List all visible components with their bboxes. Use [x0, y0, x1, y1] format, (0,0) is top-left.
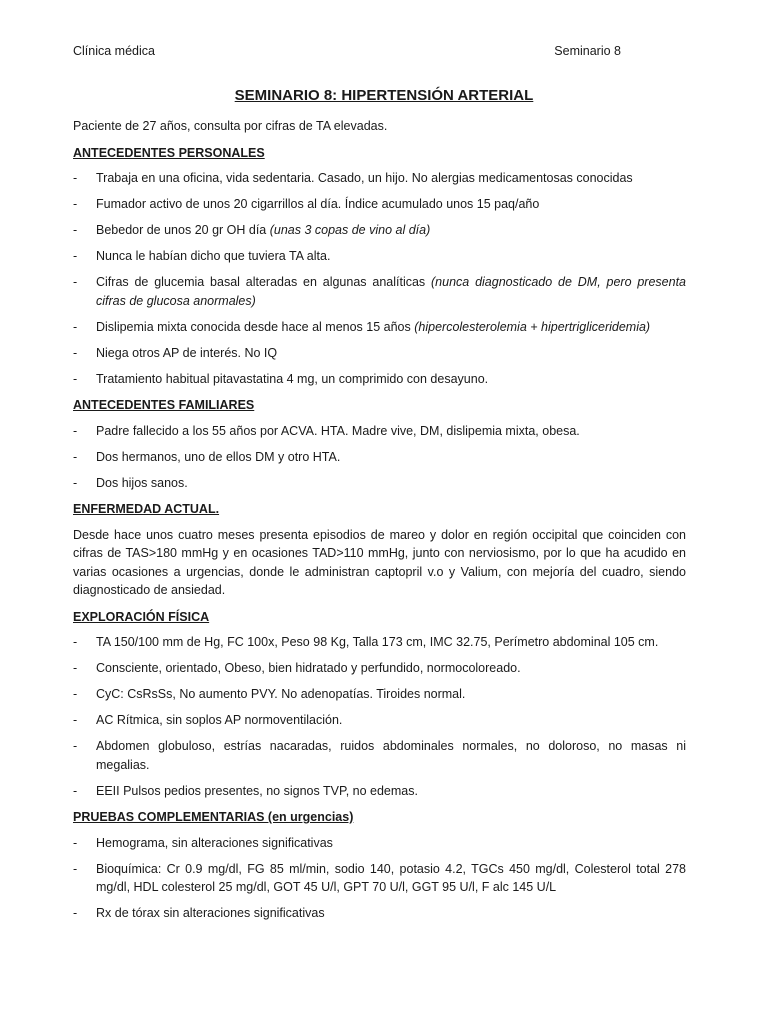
list-item: - Abdomen globuloso, estrías nacaradas, ruidos abdominales normales, no doloroso, no masas ni megalias.: [73, 739, 686, 772]
section-heading-familiares: ANTECEDENTES FAMILIARES: [73, 398, 255, 412]
page-header: [73, 44, 621, 58]
list-item: - EEII Pulsos pedios presentes, no signos TVP, no edemas.: [73, 783, 418, 798]
section-heading-pruebas: PRUEBAS COMPLEMENTARIAS (en urgencias): [73, 810, 354, 824]
list-item: - Fumador activo de unos 20 cigarrillos al día. Índice acumulado unos 15 paq/año: [73, 197, 540, 211]
list-item: - Dos hijos sanos.: [73, 475, 188, 490]
list-item: - Cifras de glucemia basal alteradas en algunas analíticas (nunca diagnosticado de DM, pero presenta cifras de glucosa anormales): [73, 275, 687, 308]
list-item: - Trabaja en una oficina, vida sedentaria. Casado, un hijo. No alergias medicamentosas conocidas: [73, 171, 633, 185]
list-item: - Rx de tórax sin alteraciones significativas: [73, 906, 325, 920]
header-right: Seminario 8: [554, 44, 621, 58]
list-item: - Tratamiento habitual pitavastatina 4 mg, un comprimido con desayuno.: [73, 371, 489, 386]
list-item: - Dislipemia mixta conocida desde hace al menos 15 años (hipercolesterolemia + hipertrigliceridemia): [73, 319, 651, 334]
list-familiares: [73, 422, 686, 493]
enfermedad-actual-paragraph: Desde hace unos cuatro meses presenta episodios de mareo y dolor en región occipital que coinciden con cifras de TAS>180 mmHg y en ocasiones TAD>110 mmHg, junto con nerviosismo, por lo que ha acudido en varias ocasiones a urgencias, donde le administran captopril v.o y Valium, con mejoría del cuadro, siendo diagnosticado de ansiedad.: [73, 527, 686, 597]
list-personales: [73, 169, 686, 388]
list-item: - Dos hermanos, uno de ellos DM y otro HTA.: [73, 449, 341, 464]
list-item: - Padre fallecido a los 55 años por ACVA. HTA. Madre vive, DM, dislipemia mixta, obesa.: [73, 423, 580, 438]
document-title: SEMINARIO 8: HIPERTENSIÓN ARTERIAL: [234, 87, 534, 104]
list-item: - Nunca le habían dicho que tuviera TA alta.: [73, 249, 331, 263]
list-item: - CyC: CsRsSs, No aumento PVY. No adenopatías. Tiroides normal.: [73, 687, 466, 701]
list-item: - AC Rítmica, sin soplos AP normoventilación.: [73, 713, 343, 727]
section-heading-personales: ANTECEDENTES PERSONALES: [73, 145, 265, 160]
list-item: - Consciente, orientado, Obeso, bien hidratado y perfundido, normocoloreado.: [73, 661, 521, 675]
header-left: Clínica médica: [73, 44, 155, 58]
list-pruebas: [73, 834, 686, 923]
list-item: - Hemograma, sin alteraciones significativas: [73, 835, 333, 850]
list-item: - TA 150/100 mm de Hg, FC 100x, Peso 98 Kg, Talla 173 cm, IMC 32.75, Perímetro abdominal 105 cm.: [73, 635, 659, 649]
document-body: [73, 117, 686, 931]
list-exploracion: [73, 633, 686, 800]
section-heading-actual: ENFERMEDAD ACTUAL.: [73, 502, 220, 516]
intro-paragraph: Paciente de 27 años, consulta por cifras de TA elevadas.: [73, 119, 388, 133]
list-item: - Bioquímica: Cr 0.9 mg/dl, FG 85 ml/min, sodio 140, potasio 4.2, TGCs 450 mg/dl, Colesterol total 278 mg/dl, HDL colesterol 25 mg/dl, GOT 45 U/l, GPT 70 U/l, GGT 95 U/l, F alc 145 U/L: [73, 861, 686, 894]
section-heading-exploracion: EXPLORACIÓN FÍSICA: [73, 609, 210, 624]
list-item: - Bebedor de unos 20 gr OH día (unas 3 copas de vino al día): [73, 223, 431, 237]
list-item: - Niega otros AP de interés. No IQ: [73, 345, 278, 360]
